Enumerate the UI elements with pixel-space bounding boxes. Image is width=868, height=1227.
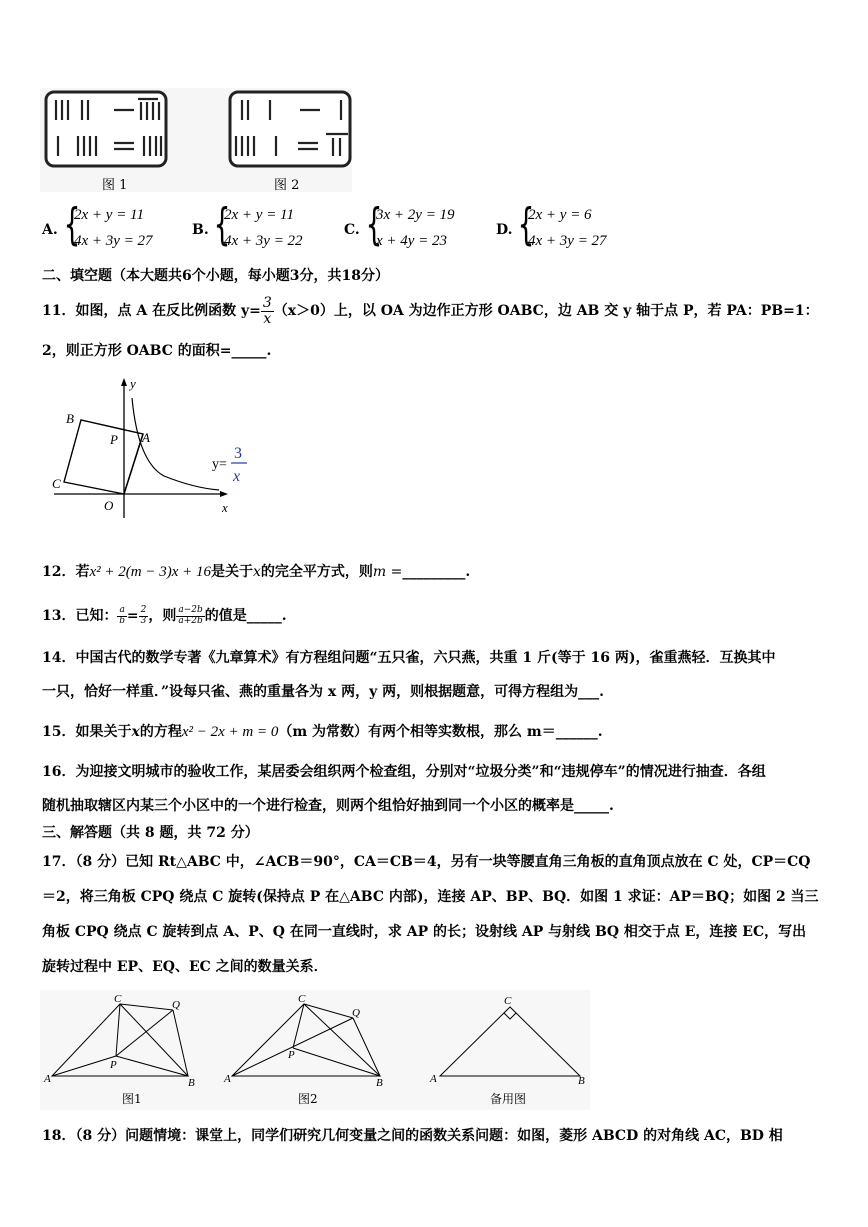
q12-m: m = [372,564,403,580]
question-17-line4: 旋转过程中 EP、EQ、EC 之间的数量关系． [42,959,328,975]
question-18-line1: 18．（8 分）问题情境：课堂上，同学们研究几何变量之间的函数关系问题：如图，菱形 ABCD 的对角线 AC，BD 相 [42,1128,783,1144]
q13-blank: _____ [246,608,282,624]
q11-figure [44,372,264,522]
q14-blank: ___ [578,684,600,700]
brace-icon: { [365,199,383,250]
q13-frac3 [176,606,204,626]
fig2-label-q: Q [352,1007,360,1019]
fig1-label-a: A [44,1073,51,1085]
q16-blank: _____ [574,798,609,814]
fig1-label-p: P [110,1059,117,1071]
counting-rod-figures [40,88,352,192]
func-prefix: y= [212,457,227,472]
q12-blank: _________ [402,564,466,580]
label-b: B [66,411,74,426]
label-c: C [52,476,61,491]
question-16-line2 [42,799,614,813]
q13-f1-den: b [119,615,126,626]
q11-figure-svg [44,372,264,522]
q13-frac1 [117,606,126,626]
q12-text3: 的完全平方式，则 [260,564,373,580]
option-b-eq1: 2x + y = 11 [224,207,294,223]
q14-line2-text: 一只，恰好一样重．”设每只雀、燕的重量各为 x 两，y 两，则根据题意，可得方程组为 [42,684,579,700]
question-17-line3: 角板 CPQ 绕点 C 旋转到点 A、P、Q 在同一直线时，求 AP 的长；设射线 AP 与射线 BQ 相交于点 E，连接 EC，写出 [42,924,807,940]
q13-end: . [281,608,287,624]
q12-expr: x² + 2(m − 3)x + 16 [89,564,211,580]
option-b-eq2: 4x + 3y = 22 [224,233,303,249]
question-15 [42,725,603,740]
func-num: 3 [234,445,242,462]
fig2-caption: 图 2 [274,178,300,193]
q11-blank: _____ [231,343,267,359]
fig2-label-b: B [376,1077,383,1089]
q13-f3-den: a+2b [178,615,203,626]
option-d-eq2: 4x + 3y = 27 [528,233,607,249]
q11-frac-den: x [263,310,272,327]
option-a-eq2: 4x + 3y = 27 [74,233,153,249]
question-13 [42,604,287,628]
q17-fig2-caption: 图2 [298,1092,318,1106]
question-17-line2: ＝2，将三角板 CPQ 绕点 C 旋转(保持点 P 在△ABC 内部)，连接 AP、BP、BQ．如图 1 求证：AP＝BQ；如图 2 当三 [42,889,819,905]
fig1-label-q: Q [172,999,180,1011]
fig1-caption: 图 1 [102,178,128,193]
brace-icon: { [213,199,231,250]
option-d-eq1: 2x + y = 6 [528,207,592,223]
q12-text2: 是关于 [211,564,253,580]
option-d-label: D. [496,222,513,238]
q15-text3: （m 为常数）有两个相等实数根，那么 m＝ [278,724,556,740]
option-b-label: B. [192,222,209,238]
fig1-label-c: C [114,993,122,1005]
q12-var: x [253,564,261,580]
label-y: y [130,376,136,391]
brace-icon: { [517,199,535,250]
q17-figures [40,990,590,1110]
fig1-label-b: B [188,1077,195,1089]
option-a-label: A. [42,222,58,238]
fig3-label-a: A [430,1073,437,1085]
q16-line2-text: 随机抽取辖区内某三个小区中的一个进行检查，则两个组恰好抽到同一个小区的概率是 [42,798,574,814]
q13-text3: 的值是 [204,608,247,624]
counting-rod-svg [40,88,352,192]
q11-frac-num: 3 [262,295,272,311]
q13-text1: 13．已知： [42,608,118,624]
label-p: P [110,432,118,447]
question-14-line2 [42,685,604,699]
q12-text1: 12．若 [42,564,90,580]
q15-blank: ______ [555,724,598,740]
option-c-eq2: x + 4y = 23 [376,233,448,249]
q16-end: . [609,798,614,814]
q15-text2: 的方程 [139,724,182,740]
q14-end: . [599,684,605,700]
section-3-heading: 三、解答题（共 8 题，共 72 分） [42,825,259,841]
fig2-label-a: A [224,1073,231,1085]
q12-end: . [465,564,471,580]
section-2-heading: 二、填空题（本大题共6个小题，每小题3分，共18分） [42,268,389,284]
q11-end: . [266,343,272,359]
label-a: A [142,430,150,445]
question-11 [42,296,819,326]
q13-f1-num: a [119,605,125,616]
func-den: x [233,468,241,485]
q13-f3-num: a−2b [178,605,203,616]
question-12 [42,565,470,580]
option-c-eq1: 3x + 2y = 19 [376,207,455,223]
q17-fig1-caption: 图1 [122,1092,142,1106]
question-14-line1: 14．中国古代的数学专著《九章算术》有方程组问题“五只雀，六只燕，共重 1 斤(等于 16 两)，雀重燕轻．互换其中 [42,650,776,666]
question-16-line1: 16．为迎接文明城市的验收工作，某居委会组织两个检查组，分别对“垃圾分类”和“违规停车”的情况进行抽查．各组 [42,764,766,780]
q15-text1: 15．如果关于 [42,724,132,740]
question-11-line2 [42,344,271,358]
option-a-eq1: 2x + y = 11 [74,207,144,223]
q17-fig3-caption: 备用图 [490,1092,527,1106]
option-c-label: C. [344,222,360,238]
fig2-label-c: C [298,993,306,1005]
q15-var: x [131,724,140,740]
fig2-label-p: P [288,1049,295,1061]
brace-icon: { [63,199,81,250]
q11-line2-text: 2，则正方形 OABC 的面积= [42,343,232,359]
q11-fraction [261,296,274,326]
q13-f2-den: 3 [140,615,147,626]
q15-expr: x² − 2x + m = 0 [181,724,279,740]
q11-part2: （x＞0）上，以 OA 为边作正方形 OABC，边 AB 交 y 轴于点 P，若 PA：PB=1： [273,303,819,320]
q13-frac2 [139,606,149,626]
q13-f2-num: 2 [140,605,147,616]
q13-eq: = [126,608,139,624]
q11-part1: 11．如图，点 A 在反比例函数 y= [42,303,261,320]
label-o: O [104,498,114,513]
fig3-label-c: C [504,995,512,1007]
q15-end: . [597,724,603,740]
label-x: x [222,500,228,515]
q13-text2: ，则 [148,608,177,624]
question-17-line1: 17．（8 分）已知 Rt△ABC 中，∠ACB＝90°，CA＝CB＝4，另有一块等腰直角三角板的直角顶点放在 C 处，CP＝CQ [42,854,811,870]
fig3-label-b: B [578,1075,585,1087]
